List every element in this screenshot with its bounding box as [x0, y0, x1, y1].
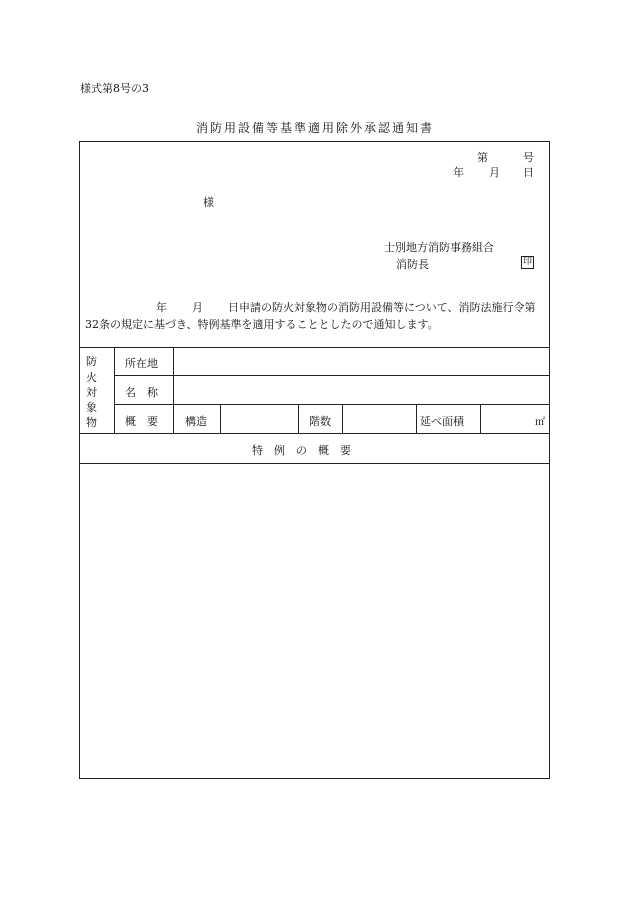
issuer-organization: 士別地方消防事務組合 — [384, 241, 494, 254]
date-month: 月 — [489, 166, 500, 179]
floors-label: 階数 — [309, 415, 331, 428]
exception-header: 特 例 の 概 要 — [252, 444, 351, 457]
name-label: 名 称 — [125, 386, 158, 399]
body-line2: 32条の規定に基づき、特例基準を適用することとしたので通知します。 — [85, 318, 439, 331]
number-go: 号 — [523, 151, 534, 164]
overview-label: 概 要 — [125, 415, 158, 428]
side-label-char: 対 — [86, 386, 97, 399]
side-label-char: 物 — [86, 416, 97, 429]
side-label-char: 防 — [86, 355, 97, 368]
structure-label: 構造 — [185, 415, 207, 428]
side-label-char: 火 — [86, 371, 97, 384]
body-month: 月 — [192, 301, 203, 314]
body-year: 年 — [156, 301, 167, 314]
form-number: 様式第8号の3 — [80, 82, 149, 95]
date-year: 年 — [453, 166, 464, 179]
seal-mark: 印 — [523, 257, 533, 267]
form-frame — [79, 141, 550, 779]
body-line1: 日申請の防火対象物の消防用設備等について、消防法施行令第 — [228, 301, 536, 314]
document-title: 消防用設備等基準適用除外承認通知書 — [195, 121, 434, 135]
location-label: 所在地 — [125, 357, 158, 370]
side-label-char: 象 — [86, 401, 97, 414]
date-day: 日 — [523, 166, 534, 179]
floor-area-label: 延べ面積 — [420, 415, 464, 428]
floor-area-unit: ㎡ — [535, 417, 545, 428]
number-dai: 第 — [477, 151, 488, 164]
issuer-title: 消防長 — [396, 258, 429, 271]
addressee-suffix: 様 — [203, 196, 214, 209]
